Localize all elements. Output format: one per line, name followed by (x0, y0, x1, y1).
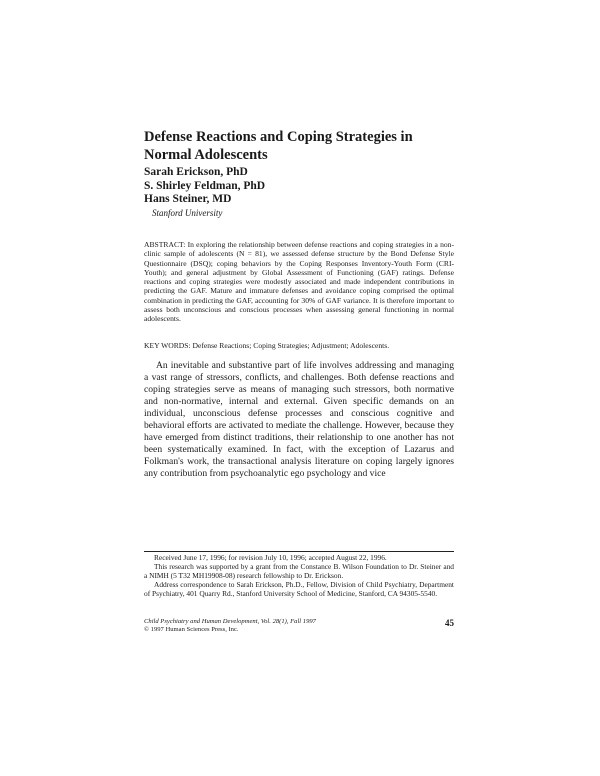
keywords-label: KEY WORDS: (144, 341, 191, 350)
journal-name: Child Psychiatry and Human Development, (144, 618, 260, 625)
body-paragraph-1: An inevitable and substantive part of life involves addressing and managing a vast range of stressors, conflicts, and challenges. Both defense reactions and coping strategies serve as means of managing such stressors, both normative and non-normative, internal and external. Given specific demands on an individual, unconscious defense processes and conscious cognitive and behavioral efforts are activated to mediate the challenge. However, because they have emerged from distinct traditions, their relationship to one another has not been systematically examined. In fact, with the exception of Lazarus and Folkman's work, the transactional analysis literature on coping largely ignores any contribution from psychoanalytic ego psychology and vice (144, 360, 454, 479)
affiliation: Stanford University (152, 207, 223, 218)
author-1: Sarah Erickson, PhD (144, 166, 248, 178)
keywords-text: Defense Reactions; Coping Strategies; Adjustment; Adolescents. (192, 341, 390, 350)
footnotes (144, 553, 454, 598)
title-line-2: Normal Adolescents (144, 147, 268, 163)
abstract-label: ABSTRACT: (144, 240, 186, 249)
journal-copyright: © 1997 Human Sciences Press, Inc. (144, 626, 239, 633)
footnote-address: Address correspondence to Sarah Erickson, Ph.D., Fellow, Division of Child Psychiatry, Department of Psychiatry, 401 Quarry Rd., Stanford University School of Medicine, Stanford, CA 94305-5540. (144, 580, 454, 598)
keywords (144, 341, 454, 350)
footnote-received: Received June 17, 1996; for revision July 10, 1996; accepted August 22, 1996. (154, 553, 387, 562)
abstract (144, 240, 454, 324)
body-text (144, 360, 454, 480)
title-line-1: Defense Reactions and Coping Strategies in (144, 129, 413, 145)
journal-issue: Vol. 28(1), Fall 1997 (260, 618, 316, 625)
author-3: Hans Steiner, MD (144, 193, 232, 205)
author-2: S. Shirley Feldman, PhD (144, 179, 266, 192)
abstract-text: In exploring the relationship between defense reactions and coping strategies in a non-clinic sample of adolescents (N = 81), we assessed defense structure by the Bond Defense Style Questionnaire (DSQ); coping behaviors by the Coping Responses Inventory-Youth Form (CRI-Youth); and general adjustment by Global Assessment of Functioning (GAF) ratings. Defense reactions and coping strategies were modestly associated and made independent contributions in predicting the GAF. Mature and immature defenses and avoidance coping comprised the optimal combination in predicting the GAF, accounting for 30% of GAF variance. It is therefore important to assess both unconscious and conscious processes when assessing general functioning in normal adolescents. (144, 240, 454, 324)
page-number: 45 (445, 618, 454, 628)
article-title (144, 128, 474, 164)
footnote-divider (144, 551, 454, 552)
author-block (144, 166, 474, 219)
journal-info (144, 618, 404, 634)
footnote-support: This research was supported by a grant from the Constance B. Wilson Foundation to Dr. Steiner and a NIMH (5 T32 MH19908-08) research fellowship to Dr. Erickson. (144, 562, 454, 580)
